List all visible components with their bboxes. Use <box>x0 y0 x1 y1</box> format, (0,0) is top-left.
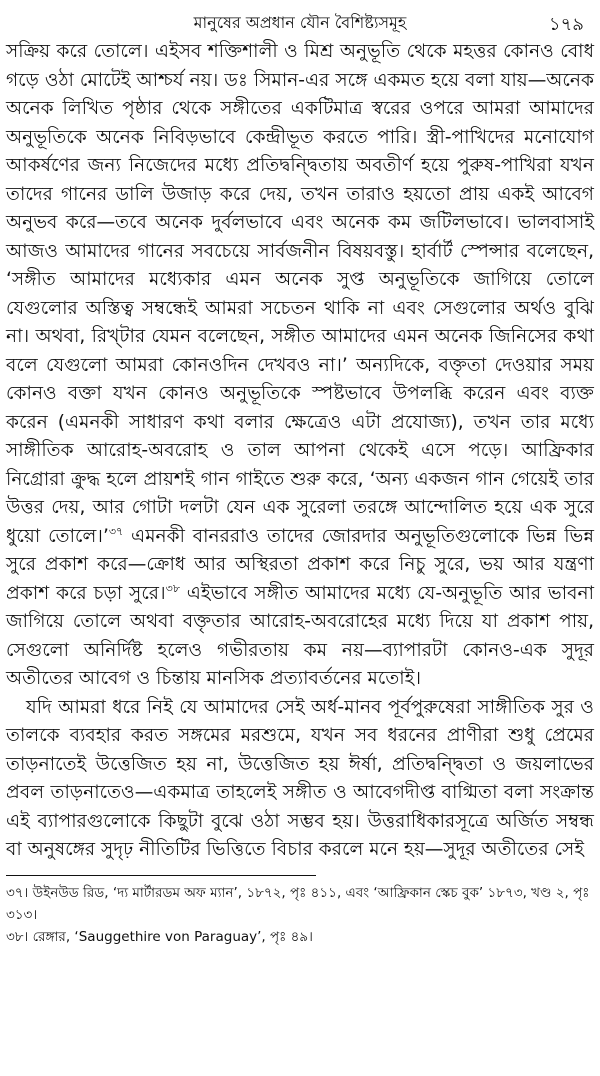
paragraph-1-part-1: সক্রিয় করে তোলে। এইসব শক্তিশালী ও মিশ্র অনুভূতি থেকে মহত্তর কোনও বোধ গড়ে ওঠা মোটেই আশ্চর্য নয়। ডঃ সিমান-এর সঙ্গে একমত হয়ে বলা যায়—অনেক অনেক লিখিত পৃষ্ঠার থেকে সঙ্গীতের একটিমাত্র স্বরের ওপরে আমরা আমাদের অনুভূতিকে অনেক নিবিড়ভাবে কেন্দ্রীভূত করতে পারি। স্ত্রী-পাখিদের মনোযোগ আকর্ষণের জন্য নিজেদের মধ্যে প্রতিদ্বন্দ্বিতায় অবতীর্ণ হয়ে পুরুষ-পাখিরা যখন তাদের গানের ডালি উজাড় করে দেয়, তখন তারাও হয়তো প্রায় একই আবেগ অনুভব করে—তবে অনেক দুর্বলভাবে এবং অনেক কম জটিলভাবে। ভালবাসাই আজও আমাদের গানের সবচেয়ে সার্বজনীন বিষয়বস্তু। হার্বার্ট স্পেন্সার বলেছেন, ‘সঙ্গীত আমাদের মধ্যেকার এমন অনেক সুপ্ত অনুভূতিকে জাগিয়ে তোলে যেগুলোর অস্তিত্ব সম্বন্ধেই আমরা সচেতন থাকি না এবং সেগুলোর অর্থও বুঝি না। অথবা, রিখ্টার যেমন বলেছেন, সঙ্গীত আমাদের এমন অনেক জিনিসের কথা বলে যেগুলো আমরা কোনওদিন দেখবও না।’ অন্যদিকে, বক্তৃতা দেওয়ার সময় কোনও বক্তা যখন কোনও অনুভূতিকে স্পষ্টভাবে উপলব্ধি করেন এবং ব্যক্ত করেন (এমনকী সাধারণ কথা বলার ক্ষেত্রেও এটা প্রযোজ্য), তখন তার মধ্যে সাঙ্গীতিক আরোহ-অবরোহ ও তাল আপনা থেকেই এসে পড়ে। আফ্রিকার নিগ্রোরা ক্রুদ্ধ হলে প্রায়শই গান গাইতে শুরু করে, ‘অন্য একজন গান গেয়েই তার উত্তর দেয়, আর গোটা দলটা যেন এক সুরেলা তরঙ্গে আন্দোলিত হয়ে এক সুরে ধুয়ো তোলে।’ <box>6 41 594 547</box>
footnote-37: ৩৭। উইনউড রিড, ‘দ্য মার্টারডম অফ ম্যান’, ১৮৭২, পৃঃ ৪১১, এবং ‘আফ্রিকান স্কেচ বুক’ ১৮৭৩, খণ্ড ২, পৃঃ ৩১৩। <box>6 884 590 923</box>
footnote-ref-37[interactable]: ৩৭ <box>108 524 124 538</box>
paragraph-1-part-3: এইভাবে সঙ্গীত আমাদের মধ্যে যে-অনুভূতি আর ভাবনা জাগিয়ে তোলে অথবা বক্তৃতার আরোহ-অবরোহের মধ্যে দিয়ে যা প্রকাশ পায়, সেগুলো অনির্দিষ্ট হলেও গভীরতায় কম নয়—ব্যাপারটা কোনও-এক সুদূর অতীতের আবেগ ও চিন্তায় মানসিক প্রত্যাবর্তনের মতোই। <box>6 582 594 689</box>
body-text <box>6 38 594 865</box>
footnote-ref-38[interactable]: ৩৮ <box>165 581 180 595</box>
footnote-divider <box>6 875 316 876</box>
paragraph-2: যদি আমরা ধরে নিই যে আমাদের সেই অর্ধ-মানব পূর্বপুরুষেরা সাঙ্গীতিক সুর ও তালকে ব্যবহার করত সঙ্গমের মরশুমে, যখন সব ধরনের প্রাণীরা শুধু প্রেমের তাড়নাতেই উত্তেজিত হয় না, উত্তেজিত হয় ঈর্ষা, প্রতিদ্বন্দ্বিতা ও জয়লাভের প্রবল তাড়নাতেও—একমাত্র তাহলেই সঙ্গীত ও আবেগদীপ্ত বাগ্মিতা বলা সংক্রান্ত এই ব্যাপারগুলোকে কিছুটা বুঝে ওঠা সম্ভব হয়। উত্তরাধিকারসূত্রে অর্জিত সম্বন্ধ বা অনুষঙ্গের সুদৃঢ় নীতিটির ভিত্তিতে বিচার করলে মনে হয়—সুদূর অতীতের সেই <box>6 696 594 860</box>
running-title: মানুষের অপ্রধান যৌন বৈশিষ্ট্যসমূহ <box>193 13 407 32</box>
paragraph-1-part-2: এমনকী বানররাও তাদের জোরদার অনুভূতিগুলোকে ভিন্ন ভিন্ন সুরে প্রকাশ করে—ক্রোধ আর অস্থিরতা প্রকাশ করে নিচু সুরে, ভয় আর যন্ত্রণা প্রকাশ করে চড়া সুরে। <box>6 525 595 604</box>
footnotes <box>6 882 594 948</box>
footnote-38: ৩৮। রেঙ্গার, ‘Sauggethire von Paraguay’, পৃঃ ৪৯। <box>6 928 314 945</box>
paragraph-1 <box>6 38 594 694</box>
page-header <box>6 0 594 38</box>
page-number: ১৭৯ <box>548 14 584 35</box>
